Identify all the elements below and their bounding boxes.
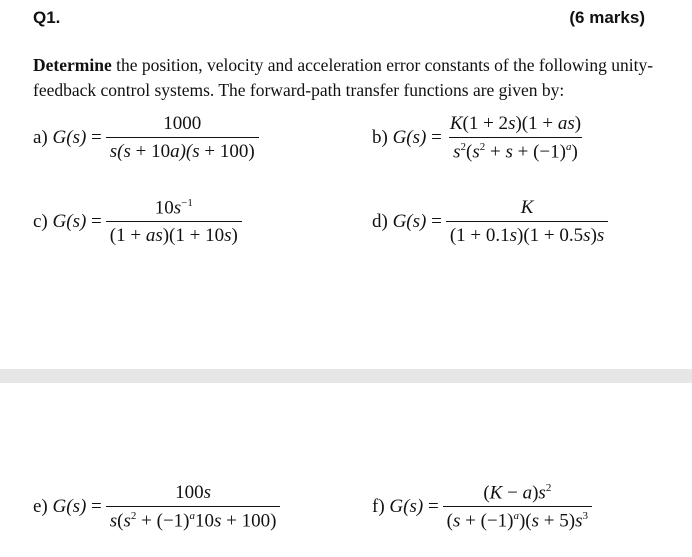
equation-f-lhs: f) G(s) = xyxy=(372,496,439,518)
equation-c-numerator: $10s^{-1}$ xyxy=(154,197,193,219)
equation-e-lhs: e) G(s) = xyxy=(33,496,102,518)
equation-f-numerator: $(K - a)s^2$ xyxy=(483,482,552,504)
equation-a-denominator: s(s + 10a)(s + 100) xyxy=(106,137,259,163)
equation-d-numerator: K xyxy=(520,197,534,218)
question-number: Q1. xyxy=(33,8,61,27)
equation-e xyxy=(33,482,280,532)
equation-a-label: a) xyxy=(33,127,48,148)
equation-d xyxy=(372,197,608,247)
equation-b-lhs: b) G(s) = xyxy=(372,127,442,149)
equation-e-denominator: $s(s^2 + (-1)^a10s + 100)$ xyxy=(106,506,281,532)
equation-d-label: d) xyxy=(372,211,388,232)
equation-b-denominator: $s^2(s^2 + s + (-1)^a)$ xyxy=(449,137,582,163)
equation-f xyxy=(372,482,592,533)
question-text xyxy=(33,53,663,103)
equation-c-lhs: c) G(s) = xyxy=(33,211,102,233)
equation-a-lhs: a) G(s) = xyxy=(33,127,102,148)
equation-c-denominator: (1 + as)(1 + 10s) xyxy=(106,221,242,247)
equation-b-fraction xyxy=(446,113,585,163)
equation-b-numerator: K(1 + 2s)(1 + as) xyxy=(449,113,582,134)
equation-c-fraction xyxy=(106,197,242,247)
equation-e-numerator: 100s xyxy=(175,482,212,503)
equation-f-denominator: $(s + (-1)^a)(s + 5)s^3$ xyxy=(443,506,592,532)
equation-a-numerator: 1000 xyxy=(163,113,202,134)
equation-d-lhs: d) G(s) = xyxy=(372,211,442,232)
equation-c-label: c) xyxy=(33,211,48,233)
question-body: the position, velocity and acceleration error constants of the following unity-feedback control systems. The forward-path transfer functions are given by: xyxy=(33,55,654,100)
equation-c xyxy=(33,197,242,247)
equation-f-label: f) xyxy=(372,496,385,518)
question-lead-word: Determine xyxy=(33,55,112,75)
equation-a xyxy=(33,113,259,163)
equation-d-fraction xyxy=(446,197,608,247)
marks-label: (6 marks) xyxy=(569,8,645,27)
equation-b-label: b) xyxy=(372,127,388,149)
equation-e-label: e) xyxy=(33,496,48,518)
equation-d-denominator: (1 + 0.1s)(1 + 0.5s)s xyxy=(446,221,608,247)
equation-f-fraction xyxy=(443,482,592,533)
equation-a-fraction xyxy=(106,113,259,163)
equation-b xyxy=(372,113,585,163)
equation-e-fraction xyxy=(106,482,281,532)
section-divider xyxy=(0,369,692,383)
